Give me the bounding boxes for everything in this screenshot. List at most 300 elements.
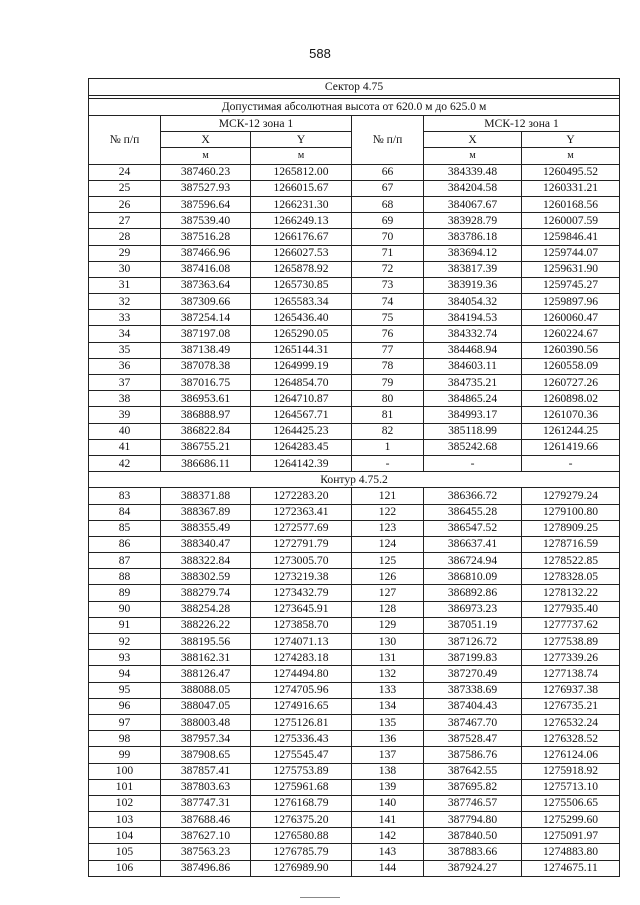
y-coordinate-right: 1260060.47 [522,310,620,326]
y-coordinate-left: 1274283.18 [251,650,352,666]
x-coordinate-left: 386686.11 [161,455,251,471]
point-number-left: 94 [89,666,161,682]
point-number-left: 93 [89,650,161,666]
point-number-left: 83 [89,488,161,504]
x-coordinate-right: 384468.94 [424,342,522,358]
x-coordinate-left: 388302.59 [161,569,251,585]
x-coordinate-right: 387695.82 [424,779,522,795]
point-number-left: 41 [89,439,161,455]
x-coordinate-right: 386637.41 [424,536,522,552]
y-coordinate-left: 1276580.88 [251,828,352,844]
x-coordinate-left: 388355.49 [161,520,251,536]
point-number-right: 67 [352,180,424,196]
x-coordinate-right: 387924.27 [424,860,522,876]
x-coordinate-right: 386810.09 [424,569,522,585]
y-coordinate-left: 1264854.70 [251,375,352,391]
x-coordinate-right: 383817.39 [424,261,522,277]
y-coordinate-left: 1275753.89 [251,763,352,779]
y-coordinate-left: 1265583.34 [251,294,352,310]
x-coordinate-right: 387126.72 [424,634,522,650]
point-number-left: 96 [89,698,161,714]
y-coordinate-left: 1273858.70 [251,617,352,633]
table-row [89,213,620,229]
table-row [89,439,620,455]
point-number-right: 128 [352,601,424,617]
point-number-right: 130 [352,634,424,650]
column-header-x-left: X [161,132,251,148]
table-row [89,407,620,423]
point-number-left: 92 [89,634,161,650]
point-number-left: 102 [89,795,161,811]
y-coordinate-left: 1266231.30 [251,196,352,212]
point-number-right: 126 [352,569,424,585]
point-number-left: 106 [89,860,161,876]
y-coordinate-left: 1272577.69 [251,520,352,536]
point-number-left: 40 [89,423,161,439]
x-coordinate-left: 388226.22 [161,617,251,633]
point-number-right: 138 [352,763,424,779]
column-header-num-left: № п/п [89,116,161,165]
point-number-right: 73 [352,277,424,293]
y-coordinate-left: 1276785.79 [251,844,352,860]
table-row [89,536,620,552]
table-row [89,714,620,730]
table-row [89,375,620,391]
x-coordinate-left: 386888.97 [161,407,251,423]
y-coordinate-left: 1272791.79 [251,536,352,552]
table-row [89,180,620,196]
point-number-left: 38 [89,391,161,407]
page-number: 588 [309,46,331,61]
table-row [89,294,620,310]
point-number-left: 89 [89,585,161,601]
point-number-right: 125 [352,553,424,569]
table-row [89,553,620,569]
y-coordinate-right: 1260331.21 [522,180,620,196]
table-row [89,763,620,779]
column-header-y-left: Y [251,132,352,148]
point-number-right: 133 [352,682,424,698]
table-row [89,828,620,844]
y-coordinate-right: - [522,455,620,471]
x-coordinate-right: 384194.53 [424,310,522,326]
y-coordinate-right: 1260727.26 [522,375,620,391]
y-coordinate-right: 1277538.89 [522,634,620,650]
x-coordinate-left: 387627.10 [161,828,251,844]
x-coordinate-right: 387883.66 [424,844,522,860]
x-coordinate-right: 383919.36 [424,277,522,293]
y-coordinate-right: 1261070.36 [522,407,620,423]
point-number-right: 81 [352,407,424,423]
y-coordinate-left: 1273645.91 [251,601,352,617]
x-coordinate-left: 387078.38 [161,358,251,374]
y-coordinate-left: 1275961.68 [251,779,352,795]
point-number-left: 30 [89,261,161,277]
column-header-system-left: МСК-12 зона 1 [161,116,352,132]
point-number-right: 72 [352,261,424,277]
point-number-right: 123 [352,520,424,536]
y-coordinate-right: 1278909.25 [522,520,620,536]
x-coordinate-left: 387516.28 [161,229,251,245]
x-coordinate-left: 387747.31 [161,795,251,811]
unit-y-right: м [522,148,620,164]
y-coordinate-right: 1275299.60 [522,812,620,828]
coordinates-table [88,78,620,877]
x-coordinate-left: 388367.89 [161,504,251,520]
table-row [89,164,620,180]
y-coordinate-left: 1264710.87 [251,391,352,407]
column-header-x-right: X [424,132,522,148]
y-coordinate-left: 1265878.92 [251,261,352,277]
point-number-right: 79 [352,375,424,391]
y-coordinate-right: 1277339.26 [522,650,620,666]
point-number-right: 134 [352,698,424,714]
point-number-left: 103 [89,812,161,828]
x-coordinate-right: 384204.58 [424,180,522,196]
y-coordinate-right: 1277935.40 [522,601,620,617]
y-coordinate-right: 1275091.97 [522,828,620,844]
y-coordinate-left: 1264425.23 [251,423,352,439]
y-coordinate-left: 1276375.20 [251,812,352,828]
x-coordinate-right: 384339.48 [424,164,522,180]
point-number-right: 140 [352,795,424,811]
y-coordinate-right: 1276735.21 [522,698,620,714]
table-row [89,617,620,633]
table-row [89,569,620,585]
y-coordinate-left: 1264283.45 [251,439,352,455]
point-number-right: 71 [352,245,424,261]
y-coordinate-right: 1260007.59 [522,213,620,229]
x-coordinate-left: 388254.28 [161,601,251,617]
point-number-right: 139 [352,779,424,795]
y-coordinate-right: 1279279.24 [522,488,620,504]
y-coordinate-left: 1265436.40 [251,310,352,326]
table-row [89,747,620,763]
x-coordinate-left: 388322.84 [161,553,251,569]
point-number-left: 105 [89,844,161,860]
y-coordinate-right: 1277138.74 [522,666,620,682]
point-number-right: 82 [352,423,424,439]
x-coordinate-right: 387199.83 [424,650,522,666]
table-row [89,488,620,504]
x-coordinate-left: 387688.46 [161,812,251,828]
point-number-left: 97 [89,714,161,730]
y-coordinate-right: 1259846.41 [522,229,620,245]
point-number-left: 88 [89,569,161,585]
point-number-right: 141 [352,812,424,828]
y-coordinate-left: 1272363.41 [251,504,352,520]
table-row [89,423,620,439]
y-coordinate-right: 1260168.56 [522,196,620,212]
table-row [89,310,620,326]
point-number-right: 142 [352,828,424,844]
x-coordinate-right: 387404.43 [424,698,522,714]
point-number-right: 136 [352,731,424,747]
point-number-right: 135 [352,714,424,730]
x-coordinate-right: 387642.55 [424,763,522,779]
point-number-right: 144 [352,860,424,876]
x-coordinate-left: 387197.08 [161,326,251,342]
x-coordinate-left: 386953.61 [161,391,251,407]
table-row [89,261,620,277]
x-coordinate-left: 387527.93 [161,180,251,196]
table-row [89,650,620,666]
point-number-left: 32 [89,294,161,310]
y-coordinate-right: 1278328.05 [522,569,620,585]
point-number-right: 77 [352,342,424,358]
y-coordinate-right: 1275506.65 [522,795,620,811]
x-coordinate-right: 387338.69 [424,682,522,698]
y-coordinate-left: 1272283.20 [251,488,352,504]
table-row [89,520,620,536]
point-number-right: 75 [352,310,424,326]
y-coordinate-left: 1265730.85 [251,277,352,293]
y-coordinate-left: 1266249.13 [251,213,352,229]
table-row [89,731,620,747]
point-number-right: 121 [352,488,424,504]
point-number-left: 26 [89,196,161,212]
x-coordinate-right: 386455.28 [424,504,522,520]
x-coordinate-right: 385242.68 [424,439,522,455]
unit-x-left: м [161,148,251,164]
point-number-right: 76 [352,326,424,342]
x-coordinate-left: 387563.23 [161,844,251,860]
y-coordinate-left: 1274705.96 [251,682,352,698]
x-coordinate-right: 387586.76 [424,747,522,763]
contour-title: Контур 4.75.2 [89,472,620,488]
column-header-num-right: № п/п [352,116,424,165]
x-coordinate-right: 386892.86 [424,585,522,601]
y-coordinate-right: 1275918.92 [522,763,620,779]
point-number-right: 124 [352,536,424,552]
x-coordinate-right: 386724.94 [424,553,522,569]
y-coordinate-right: 1259897.96 [522,294,620,310]
x-coordinate-left: 388195.56 [161,634,251,650]
y-coordinate-right: 1276124.06 [522,747,620,763]
point-number-left: 35 [89,342,161,358]
table-row [89,666,620,682]
x-coordinate-right: 384067.67 [424,196,522,212]
point-number-left: 29 [89,245,161,261]
x-coordinate-right: 383928.79 [424,213,522,229]
sector-title: Сектор 4.75 [89,79,620,96]
y-coordinate-left: 1266176.67 [251,229,352,245]
y-coordinate-right: 1274675.11 [522,860,620,876]
y-coordinate-right: 1278522.85 [522,553,620,569]
point-number-left: 95 [89,682,161,698]
y-coordinate-right: 1278716.59 [522,536,620,552]
y-coordinate-left: 1274916.65 [251,698,352,714]
unit-x-right: м [424,148,522,164]
unit-y-left: м [251,148,352,164]
y-coordinate-right: 1260390.56 [522,342,620,358]
point-number-right: 74 [352,294,424,310]
x-coordinate-right: 386973.23 [424,601,522,617]
x-coordinate-right: 387467.70 [424,714,522,730]
table-row [89,455,620,471]
x-coordinate-left: 388126.47 [161,666,251,682]
point-number-right: 122 [352,504,424,520]
y-coordinate-right: 1260224.67 [522,326,620,342]
point-number-right: 70 [352,229,424,245]
height-note: Допустимая абсолютная высота от 620.0 м до 625.0 м [89,99,620,116]
table-row [89,634,620,650]
x-coordinate-left: 388340.47 [161,536,251,552]
column-header-system-right: МСК-12 зона 1 [424,116,620,132]
x-coordinate-right: 384603.11 [424,358,522,374]
y-coordinate-right: 1259745.27 [522,277,620,293]
point-number-left: 24 [89,164,161,180]
point-number-left: 98 [89,731,161,747]
y-coordinate-right: 1260898.02 [522,391,620,407]
point-number-left: 84 [89,504,161,520]
table-row [89,585,620,601]
y-coordinate-left: 1275545.47 [251,747,352,763]
y-coordinate-right: 1277737.62 [522,617,620,633]
point-number-left: 36 [89,358,161,374]
x-coordinate-right: 387051.19 [424,617,522,633]
point-number-right: 68 [352,196,424,212]
x-coordinate-left: 387363.64 [161,277,251,293]
x-coordinate-right: 384332.74 [424,326,522,342]
x-coordinate-left: 388088.05 [161,682,251,698]
x-coordinate-left: 387466.96 [161,245,251,261]
x-coordinate-right: 383694.12 [424,245,522,261]
x-coordinate-right: 384993.17 [424,407,522,423]
point-number-right: 66 [352,164,424,180]
y-coordinate-left: 1273219.38 [251,569,352,585]
table-row [89,391,620,407]
y-coordinate-right: 1279100.80 [522,504,620,520]
table-row [89,779,620,795]
point-number-left: 90 [89,601,161,617]
y-coordinate-right: 1260495.52 [522,164,620,180]
y-coordinate-right: 1276937.38 [522,682,620,698]
y-coordinate-left: 1273432.79 [251,585,352,601]
table-row [89,196,620,212]
y-coordinate-left: 1265290.05 [251,326,352,342]
point-number-right: 129 [352,617,424,633]
y-coordinate-left: 1264142.39 [251,455,352,471]
x-coordinate-left: 387460.23 [161,164,251,180]
x-coordinate-right: 384054.32 [424,294,522,310]
x-coordinate-left: 388279.74 [161,585,251,601]
y-coordinate-right: 1260558.09 [522,358,620,374]
x-coordinate-right: - [424,455,522,471]
y-coordinate-left: 1265812.00 [251,164,352,180]
table-row [89,601,620,617]
table-row [89,698,620,714]
y-coordinate-right: 1261419.66 [522,439,620,455]
table-row [89,245,620,261]
x-coordinate-left: 387496.86 [161,860,251,876]
x-coordinate-left: 386822.84 [161,423,251,439]
x-coordinate-left: 387857.41 [161,763,251,779]
table-row [89,229,620,245]
y-coordinate-right: 1261244.25 [522,423,620,439]
table-row [89,504,620,520]
x-coordinate-left: 388047.05 [161,698,251,714]
x-coordinate-left: 387254.14 [161,310,251,326]
point-number-right: 78 [352,358,424,374]
point-number-left: 25 [89,180,161,196]
table-row [89,277,620,293]
point-number-right: 132 [352,666,424,682]
x-coordinate-left: 387908.65 [161,747,251,763]
y-coordinate-right: 1274883.80 [522,844,620,860]
y-coordinate-right: 1259744.07 [522,245,620,261]
y-coordinate-right: 1259631.90 [522,261,620,277]
y-coordinate-left: 1274494.80 [251,666,352,682]
x-coordinate-left: 388371.88 [161,488,251,504]
point-number-right: 127 [352,585,424,601]
y-coordinate-left: 1275336.43 [251,731,352,747]
point-number-left: 42 [89,455,161,471]
point-number-left: 91 [89,617,161,633]
x-coordinate-left: 387957.34 [161,731,251,747]
point-number-left: 86 [89,536,161,552]
point-number-left: 37 [89,375,161,391]
point-number-left: 39 [89,407,161,423]
x-coordinate-left: 387138.49 [161,342,251,358]
point-number-right: 143 [352,844,424,860]
x-coordinate-right: 387746.57 [424,795,522,811]
point-number-right: 69 [352,213,424,229]
point-number-left: 27 [89,213,161,229]
point-number-right: - [352,455,424,471]
y-coordinate-left: 1266015.67 [251,180,352,196]
table-row [89,326,620,342]
x-coordinate-left: 387539.40 [161,213,251,229]
point-number-left: 31 [89,277,161,293]
table-row [89,795,620,811]
table-row [89,860,620,876]
point-number-left: 34 [89,326,161,342]
x-coordinate-right: 384865.24 [424,391,522,407]
y-coordinate-right: 1276532.24 [522,714,620,730]
y-coordinate-left: 1264567.71 [251,407,352,423]
point-number-left: 85 [89,520,161,536]
y-coordinate-left: 1266027.53 [251,245,352,261]
point-number-left: 104 [89,828,161,844]
table-row [89,812,620,828]
x-coordinate-right: 387528.47 [424,731,522,747]
x-coordinate-left: 386755.21 [161,439,251,455]
y-coordinate-right: 1276328.52 [522,731,620,747]
y-coordinate-left: 1276168.79 [251,795,352,811]
x-coordinate-left: 387016.75 [161,375,251,391]
point-number-left: 101 [89,779,161,795]
y-coordinate-right: 1275713.10 [522,779,620,795]
point-number-right: 137 [352,747,424,763]
x-coordinate-right: 387794.80 [424,812,522,828]
y-coordinate-left: 1275126.81 [251,714,352,730]
point-number-right: 1 [352,439,424,455]
x-coordinate-left: 387803.63 [161,779,251,795]
point-number-left: 28 [89,229,161,245]
y-coordinate-left: 1274071.13 [251,634,352,650]
x-coordinate-right: 387840.50 [424,828,522,844]
y-coordinate-left: 1273005.70 [251,553,352,569]
x-coordinate-right: 386366.72 [424,488,522,504]
y-coordinate-left: 1276989.90 [251,860,352,876]
x-coordinate-left: 387416.08 [161,261,251,277]
y-coordinate-left: 1265144.31 [251,342,352,358]
table-row [89,342,620,358]
x-coordinate-left: 388003.48 [161,714,251,730]
y-coordinate-left: 1264999.19 [251,358,352,374]
x-coordinate-left: 387596.64 [161,196,251,212]
